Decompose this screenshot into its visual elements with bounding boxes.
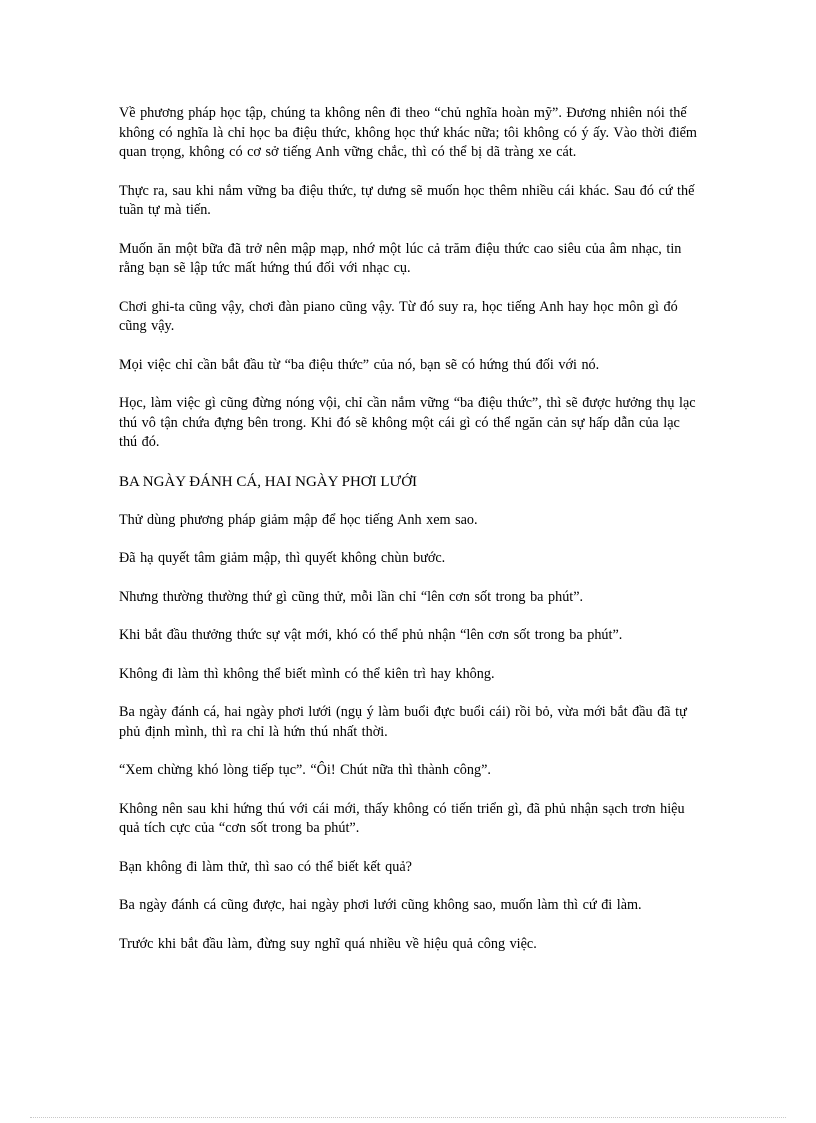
paragraph: Về phương pháp học tập, chúng ta không nên đi theo “chủ nghĩa hoàn mỹ”. Đương nhiên nói thế không có nghĩa là chỉ học ba điệu thức, không học thứ khác nữa; tôi không có ý ấy. Vào thời điểm quan trọng, không có cơ sở tiếng Anh vững chắc, thì có thể bị dã tràng xe cát. — [119, 105, 697, 160]
paragraph: Bạn không đi làm thử, thì sao có thể biết kết quả? — [119, 858, 412, 875]
paragraph: Nhưng thường thường thứ gì cũng thử, mỗi lần chỉ “lên cơn sốt trong ba phút”. — [119, 588, 584, 605]
paragraph: Đã hạ quyết tâm giảm mập, thì quyết không chùn bước. — [119, 550, 446, 566]
paragraph: Chơi ghi-ta cũng vậy, chơi đàn piano cũng vậy. Từ đó suy ra, học tiếng Anh hay học môn gì đó cũng vậy. — [119, 298, 678, 334]
paragraph: Ba ngày đánh cá, hai ngày phơi lưới (ngụ ý làm buổi đực buổi cái) rồi bỏ, vừa mới bắt đầu đã tự phủ định mình, thì ra chỉ là hứn thú nhất thời. — [119, 704, 687, 740]
paragraph: Không đi làm thì không thể biết mình có thể kiên trì hay không. — [119, 665, 495, 682]
paragraph: Không nên sau khi hứng thú với cái mới, thấy không có tiến triển gì, đã phủ nhận sạch trơn hiệu quả tích cực của “cơn sốt trong ba phút”. — [119, 800, 685, 836]
paragraph: Ba ngày đánh cá cũng được, hai ngày phơi lưới cũng không sao, muốn làm thì cứ đi làm. — [119, 897, 642, 913]
section-heading: BA NGÀY ĐÁNH CÁ, HAI NGÀY PHƠI LƯỚI — [119, 473, 418, 490]
paragraph: Trước khi bắt đầu làm, đừng suy nghĩ quá nhiều về hiệu quả công việc. — [119, 935, 537, 952]
page-bottom-divider — [30, 1117, 786, 1118]
paragraph: “Xem chừng khó lòng tiếp tục”. “Ôi! Chút nữa thì thành công”. — [119, 762, 491, 778]
document-body — [119, 104, 699, 973]
paragraph: Khi bắt đầu thưởng thức sự vật mới, khó có thể phủ nhận “lên cơn sốt trong ba phút”. — [119, 627, 623, 643]
paragraph: Thực ra, sau khi nắm vững ba điệu thức, tự dưng sẽ muốn học thêm nhiều cái khác. Sau đó cứ thế tuần tự mà tiến. — [119, 182, 695, 218]
paragraph: Thử dùng phương pháp giảm mập để học tiếng Anh xem sao. — [119, 511, 478, 528]
paragraph: Mọi việc chỉ cần bắt đầu từ “ba điệu thức” của nó, bạn sẽ có hứng thú đối với nó. — [119, 356, 600, 373]
paragraph: Học, làm việc gì cũng đừng nóng vội, chỉ cần nắm vững “ba điệu thức”, thì sẽ được hưởng thụ lạc thú vô tận chứa đựng bên trong. Khi đó sẽ không một cái gì có thể ngăn cản sự hấp dẫn của lạc thú đó. — [119, 395, 696, 450]
paragraph: Muốn ăn một bữa đã trở nên mập mạp, nhớ một lúc cả trăm điệu thức cao siêu của âm nhạc, tin rằng bạn sẽ lập tức mất hứng thú đối với nhạc cụ. — [119, 240, 682, 276]
